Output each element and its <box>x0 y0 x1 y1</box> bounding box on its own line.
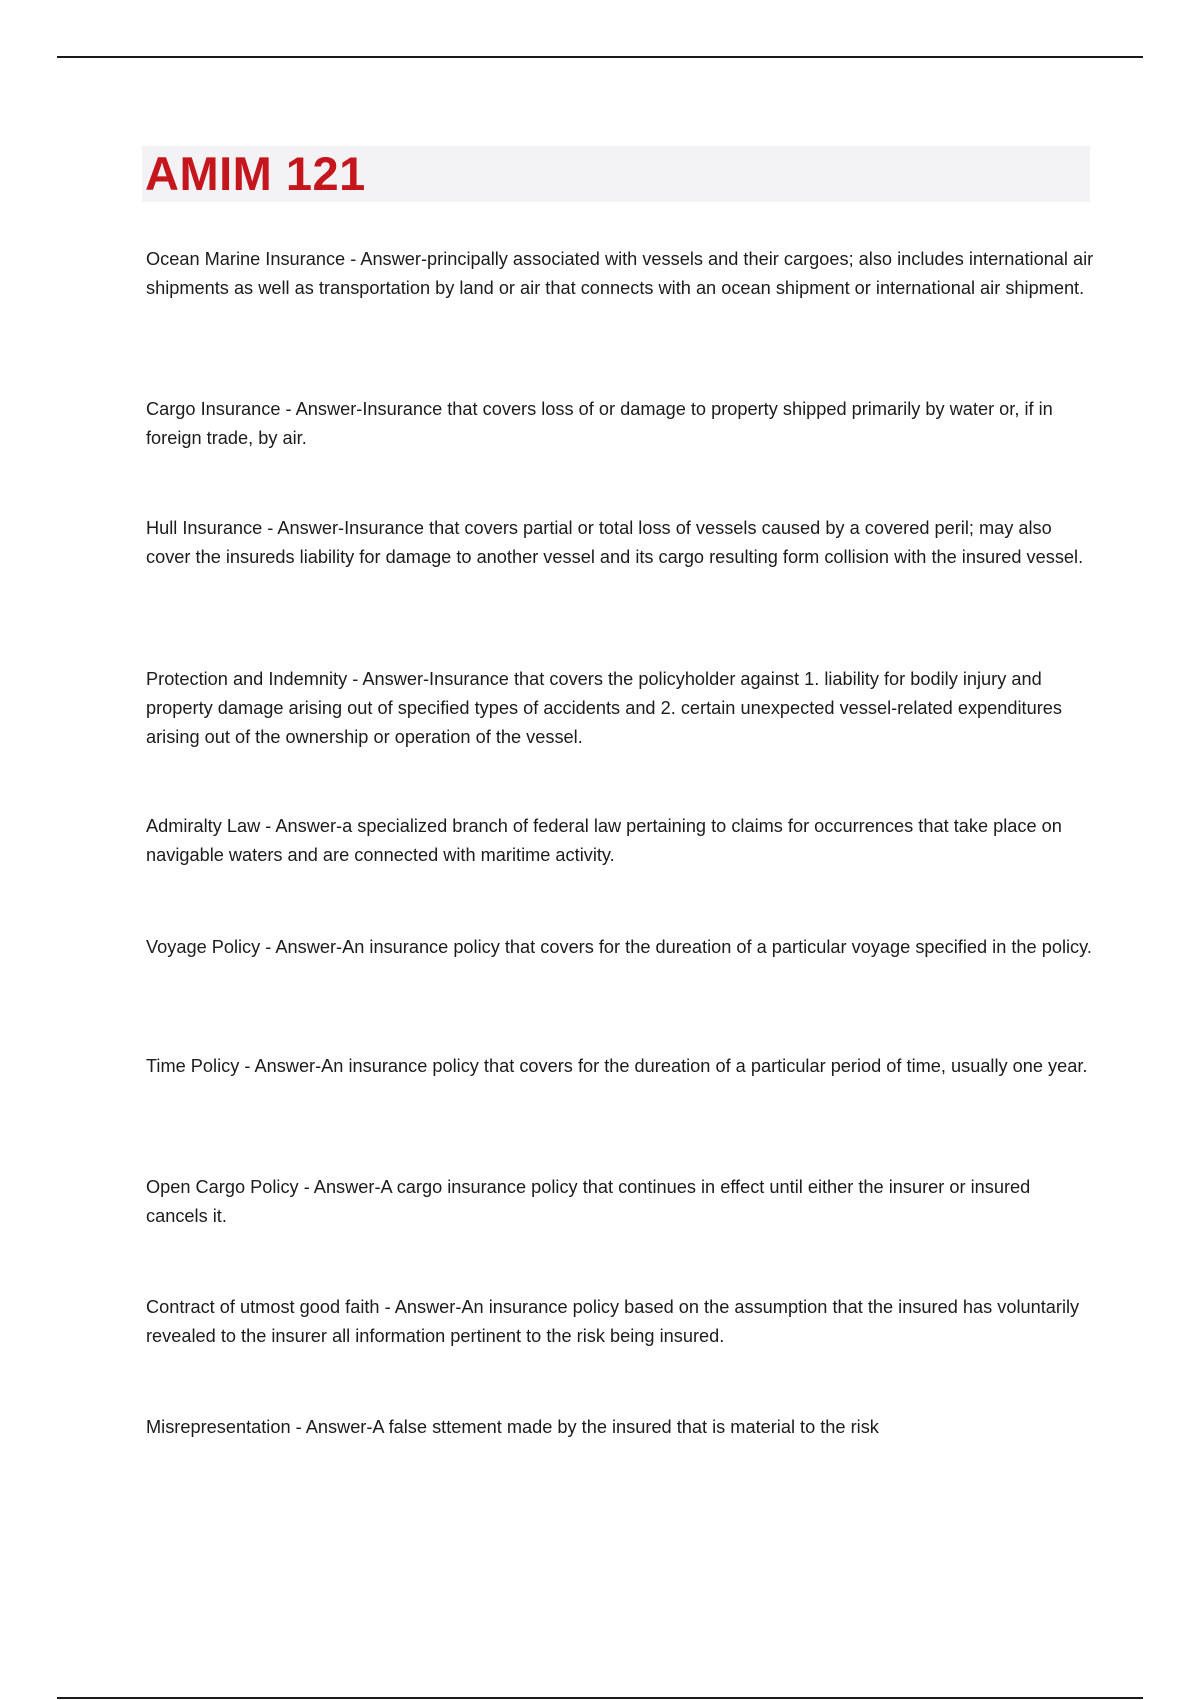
definition-entry-misrepresentation: Misrepresentation - Answer-A false sttement made by the insured that is material to the risk <box>146 1417 879 1437</box>
title-band <box>142 146 1090 202</box>
definition-entry-hull-insurance: Hull Insurance - Answer-Insurance that covers partial or total loss of vessels caused by a covered peril; may also cover the insureds liability for damage to another vessel and its cargo resulting form collision with the insured vessel. <box>146 518 1084 567</box>
definition-entry-admiralty-law: Admiralty Law - Answer-a specialized branch of federal law pertaining to claims for occurrences that take place on navigable waters and are connected with maritime activity. <box>146 816 1062 865</box>
definition-entry-time-policy: Time Policy - Answer-An insurance policy that covers for the dureation of a particular period of time, usually one year. <box>146 1056 1088 1076</box>
definition-entry-voyage-policy: Voyage Policy - Answer-An insurance policy that covers for the dureation of a particular voyage specified in the policy. <box>146 937 1092 957</box>
document-title: AMIM 121 <box>145 147 366 200</box>
bottom-rule <box>57 1697 1143 1699</box>
definition-entry-cargo-insurance: Cargo Insurance - Answer-Insurance that covers loss of or damage to property shipped primarily by water or, if in foreign trade, by air. <box>146 399 1053 448</box>
definition-entry-utmost-good-faith: Contract of utmost good faith - Answer-An insurance policy based on the assumption that the insured has voluntarily revealed to the insurer all information pertinent to the risk being insured. <box>146 1297 1080 1346</box>
definition-entry-open-cargo-policy: Open Cargo Policy - Answer-A cargo insurance policy that continues in effect until either the insurer or insured cancels it. <box>146 1177 1031 1226</box>
definition-entry-ocean-marine-insurance: Ocean Marine Insurance - Answer-principally associated with vessels and their cargoes; also includes international air shipments as well as transportation by land or air that connects with an ocean shipment or international air shipment. <box>146 249 1094 298</box>
top-rule <box>57 56 1143 58</box>
definition-entry-protection-indemnity: Protection and Indemnity - Answer-Insurance that covers the policyholder against 1. liability for bodily injury and property damage arising out of specified types of accidents and 2. certain unexpected vessel-related expenditures arising out of the ownership or operation of the vessel. <box>146 669 1062 747</box>
